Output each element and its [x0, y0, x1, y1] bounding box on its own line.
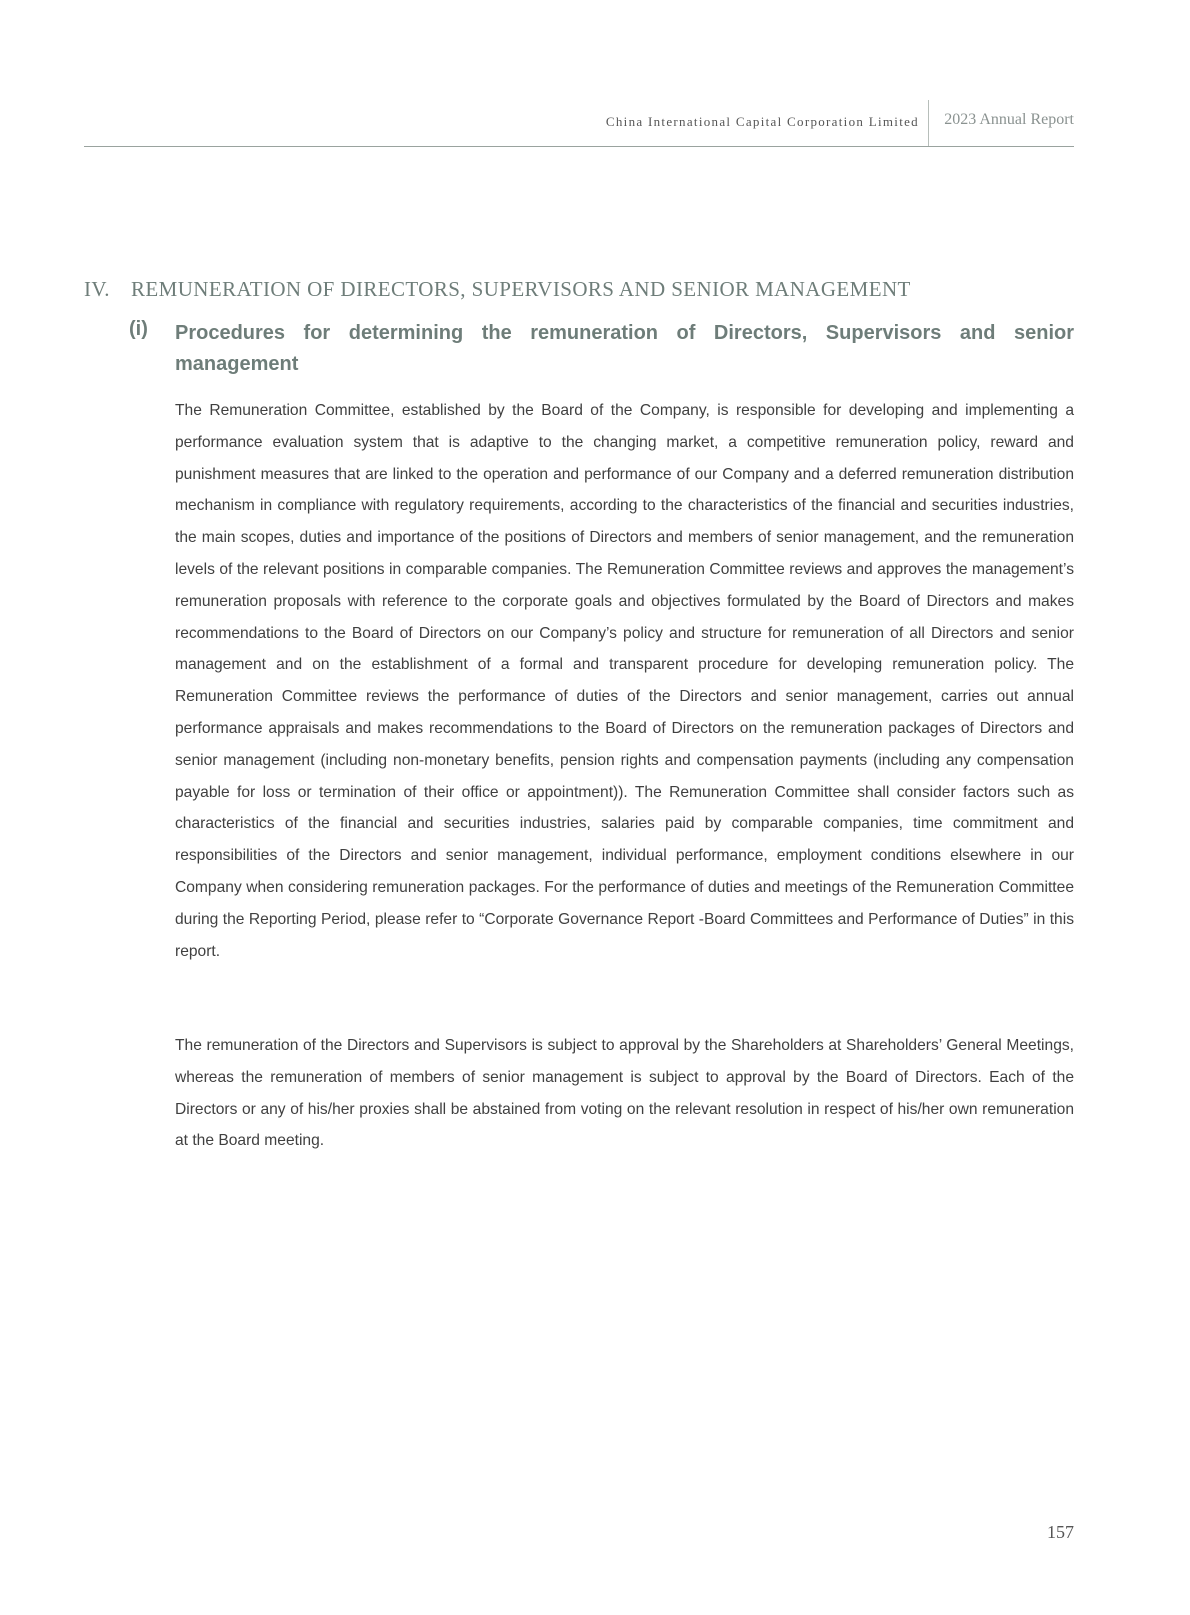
body-paragraph: The remuneration of the Directors and Supervisors is subject to approval by the Shareholders at Shareholders’ General Meetings, whereas the remuneration of members of senior management is subject to approval by the Board of Directors. Each of the Directors or any of his/her proxies shall be abstained from voting on the relevant resolution in respect of his/her own remuneration at the Board meeting. [175, 1037, 1074, 1150]
header-company-name: China International Capital Corporation Limited [605, 114, 919, 129]
body-paragraph: The Remuneration Committee, established by the Board of the Company, is responsible for developing and implementing a performance evaluation system that is adaptive to the changing market, a competitive remuneration policy, reward and punishment measures that are linked to the operation and performance of our Company and a deferred remuneration distribution mechanism in compliance with regulatory requirements, according to the characteristics of the financial and securities industries, the main scopes, duties and importance of the positions of Directors and members of senior management, and the remuneration levels of the relevant positions in comparable companies. The Remuneration Committee reviews and approves the management’s remuneration proposals with reference to the corporate goals and objectives formulated by the Board of Directors and makes recommendations to the Board of Directors on our Company’s policy and structure for remuneration of all Directors and senior management and on the establishment of a formal and transparent procedure for developing remuneration policy. The Remuneration Committee reviews the performance of duties of the Directors and senior management, carries out annual performance appraisals and makes recommendations to the Board of Directors on the remuneration packages of Directors and senior management (including non-monetary benefits, pension rights and compensation payments (including any compensation payable for loss or termination of their office or appointment)). The Remuneration Committee shall consider factors such as characteristics of the financial and securities industries, salaries paid by comparable companies, time commitment and responsibilities of the Directors and senior management, individual performance, employment conditions elsewhere in our Company when considering remuneration packages. For the performance of duties and meetings of the Remuneration Committee during the Reporting Period, please refer to “Corporate Governance Report -Board Committees and Performance of Duties” in this report. [175, 402, 1074, 960]
section-title: REMUNERATION OF DIRECTORS, SUPERVISORS AND SENIOR MANAGEMENT [131, 277, 911, 301]
page-header [84, 98, 1074, 147]
header-report-title: 2023 Annual Report [944, 111, 1074, 128]
subsection-title: Procedures for determining the remuneration of Directors, Supervisors and senior management [175, 322, 1074, 375]
section-heading [84, 277, 1084, 302]
section-number: IV. [84, 277, 110, 301]
header-divider [928, 100, 929, 146]
subsection-number: (i) [129, 318, 148, 340]
page-number: 157 [1047, 1522, 1074, 1542]
